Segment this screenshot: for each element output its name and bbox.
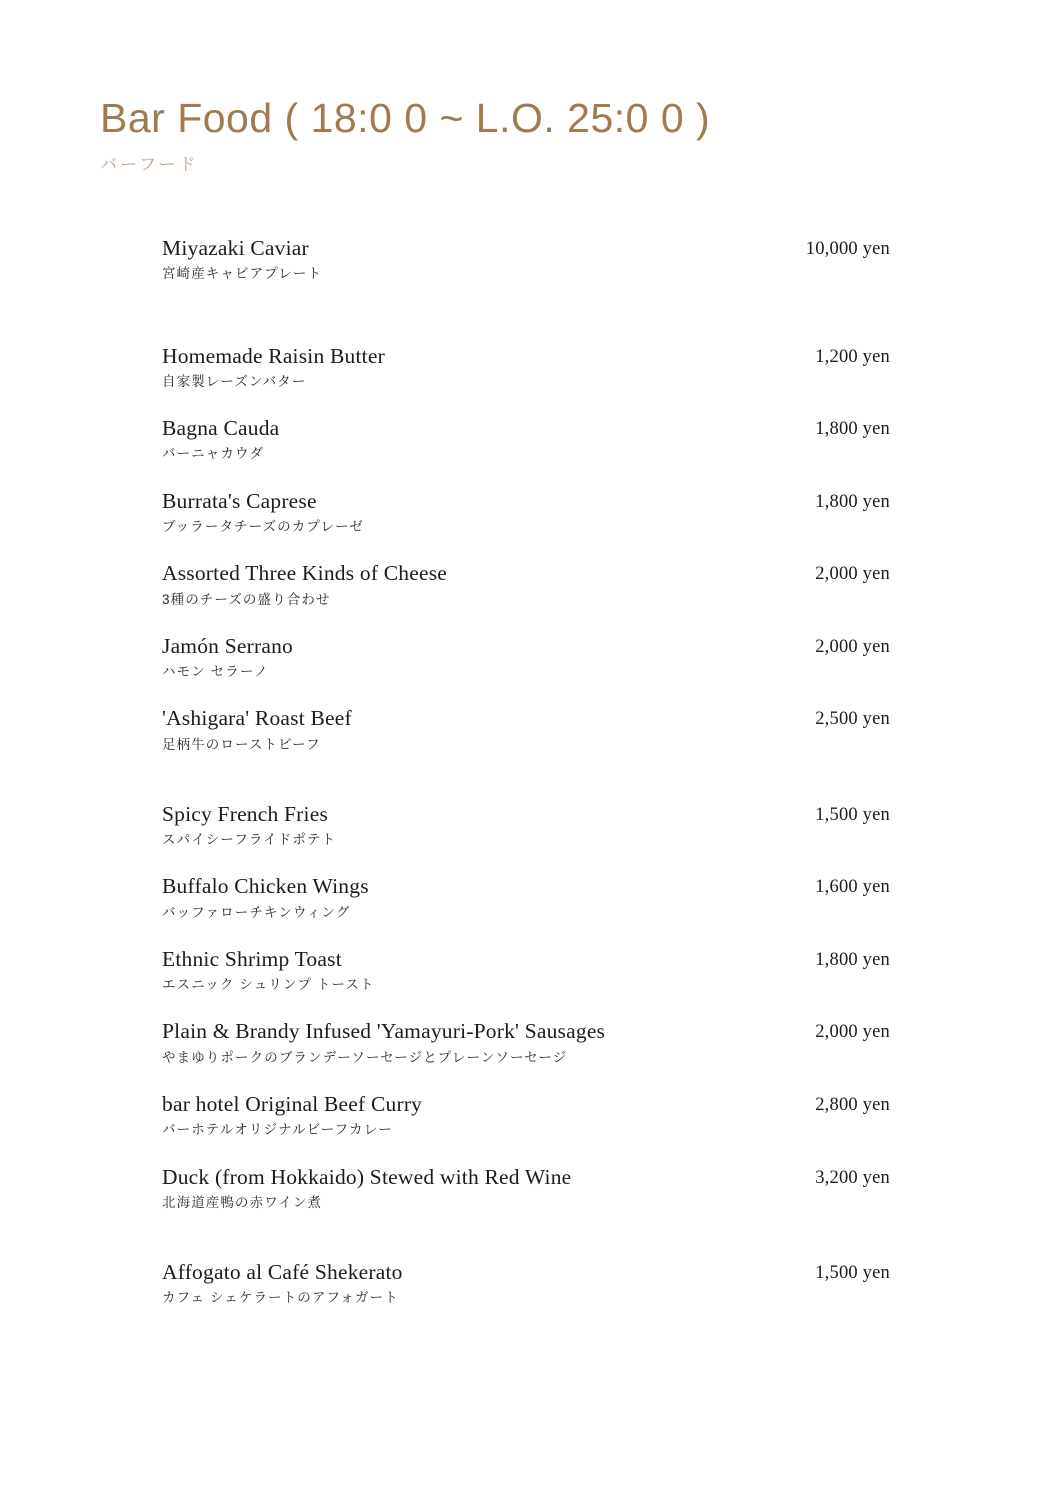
menu-item-price: 1,800 yen	[815, 949, 890, 970]
menu-item	[162, 561, 890, 608]
menu-item-name-japanese: バーニャカウダ	[162, 446, 265, 462]
menu-item	[162, 1019, 890, 1066]
menu-item-name: Homemade Raisin Butter	[162, 343, 385, 368]
menu-item-price: 3,200 yen	[815, 1167, 890, 1188]
menu-item-texts	[162, 634, 293, 681]
menu-item-name-japanese: 足柄牛のローストビーフ	[162, 736, 321, 752]
menu-item-texts	[162, 489, 364, 536]
menu-item-price: 1,800 yen	[815, 491, 890, 512]
menu-item-price: 2,500 yen	[815, 709, 890, 730]
menu-item	[162, 874, 890, 921]
menu-item-name-japanese: 3種のチーズの盛り合わせ	[162, 591, 331, 607]
menu-item-texts	[162, 344, 385, 391]
page-header	[100, 96, 960, 175]
menu-item-name: 'Ashigara' Roast Beef	[162, 706, 352, 731]
menu-item-price: 1,500 yen	[815, 804, 890, 825]
menu-item-name-japanese: エスニック シュリンプ トースト	[162, 977, 375, 993]
menu-item	[162, 344, 890, 391]
menu-item-price: 10,000 yen	[805, 239, 890, 259]
menu-item-texts	[162, 1260, 403, 1307]
menu-item-name-japanese: 北海道産鴨の赤ワイン煮	[162, 1194, 323, 1210]
menu-item-texts	[162, 706, 352, 753]
menu-item-texts	[162, 561, 447, 608]
menu-item	[162, 236, 890, 283]
menu-item-name-japanese: ハモン セラーノ	[162, 664, 269, 680]
menu-item	[162, 706, 890, 753]
menu-item-price: 1,500 yen	[815, 1263, 890, 1284]
menu-item	[162, 1260, 890, 1307]
menu-item-texts	[162, 802, 336, 849]
menu-item-texts	[162, 1092, 422, 1139]
menu-item-name: Plain & Brandy Infused 'Yamayuri-Pork' Sausages	[162, 1019, 606, 1044]
menu-list	[162, 236, 890, 1307]
menu-item-texts	[162, 1019, 605, 1066]
menu-item-name: Duck (from Hokkaido) Stewed with Red Wine	[162, 1164, 572, 1189]
menu-item-name: Ethnic Shrimp Toast	[162, 946, 342, 971]
menu-item-name: Miyazaki Caviar	[162, 236, 309, 260]
menu-item	[162, 802, 890, 849]
page-title: Bar Food ( 18:0 0 ~ L.O. 25:0 0 )	[100, 95, 711, 141]
menu-item-price: 1,800 yen	[815, 419, 890, 440]
menu-item-texts	[162, 416, 279, 463]
menu-item-name: bar hotel Original Beef Curry	[162, 1092, 423, 1117]
page-title-japanese: バーフード	[100, 155, 199, 175]
menu-item-name: Burrata's Caprese	[162, 488, 317, 513]
menu-item	[162, 634, 890, 681]
menu-item-price: 2,000 yen	[815, 636, 890, 657]
menu-item	[162, 947, 890, 994]
menu-item-name-japanese: バッファローチキンウィング	[162, 904, 351, 920]
menu-item-name: Jamón Serrano	[162, 633, 293, 658]
menu-item-name: Buffalo Chicken Wings	[162, 874, 369, 899]
menu-item	[162, 1165, 890, 1212]
menu-item-name-japanese: 宮崎産キャビアプレート	[162, 266, 323, 282]
menu-item-price: 1,200 yen	[815, 346, 890, 367]
menu-item	[162, 489, 890, 536]
menu-item-name-japanese: やまゆりポークのブランデーソーセージとプレーンソーセージ	[162, 1049, 568, 1065]
menu-item-name-japanese: スパイシーフライドポテト	[162, 832, 337, 848]
menu-item-name: Spicy French Fries	[162, 801, 329, 826]
menu-item-name: Bagna Cauda	[162, 416, 280, 441]
menu-item	[162, 1092, 890, 1139]
menu-item-texts	[162, 947, 375, 994]
menu-item-name: Affogato al Café Shekerato	[162, 1260, 403, 1285]
menu-item-texts	[162, 236, 322, 283]
menu-item	[162, 416, 890, 463]
menu-item-name: Assorted Three Kinds of Cheese	[162, 561, 448, 586]
menu-item-texts	[162, 874, 369, 921]
menu-item-price: 2,000 yen	[815, 564, 890, 585]
menu-item-name-japanese: カフェ シェケラートのアフォガート	[162, 1290, 399, 1306]
menu-item-price: 1,600 yen	[815, 877, 890, 898]
menu-item-price: 2,800 yen	[815, 1095, 890, 1116]
menu-item-name-japanese: バーホテルオリジナルビーフカレー	[162, 1122, 393, 1138]
menu-item-name-japanese: 自家製レーズンバター	[162, 373, 307, 389]
menu-item-price: 2,000 yen	[815, 1022, 890, 1043]
menu-item-texts	[162, 1165, 571, 1212]
menu-item-name-japanese: ブッラータチーズのカプレーゼ	[162, 519, 364, 534]
